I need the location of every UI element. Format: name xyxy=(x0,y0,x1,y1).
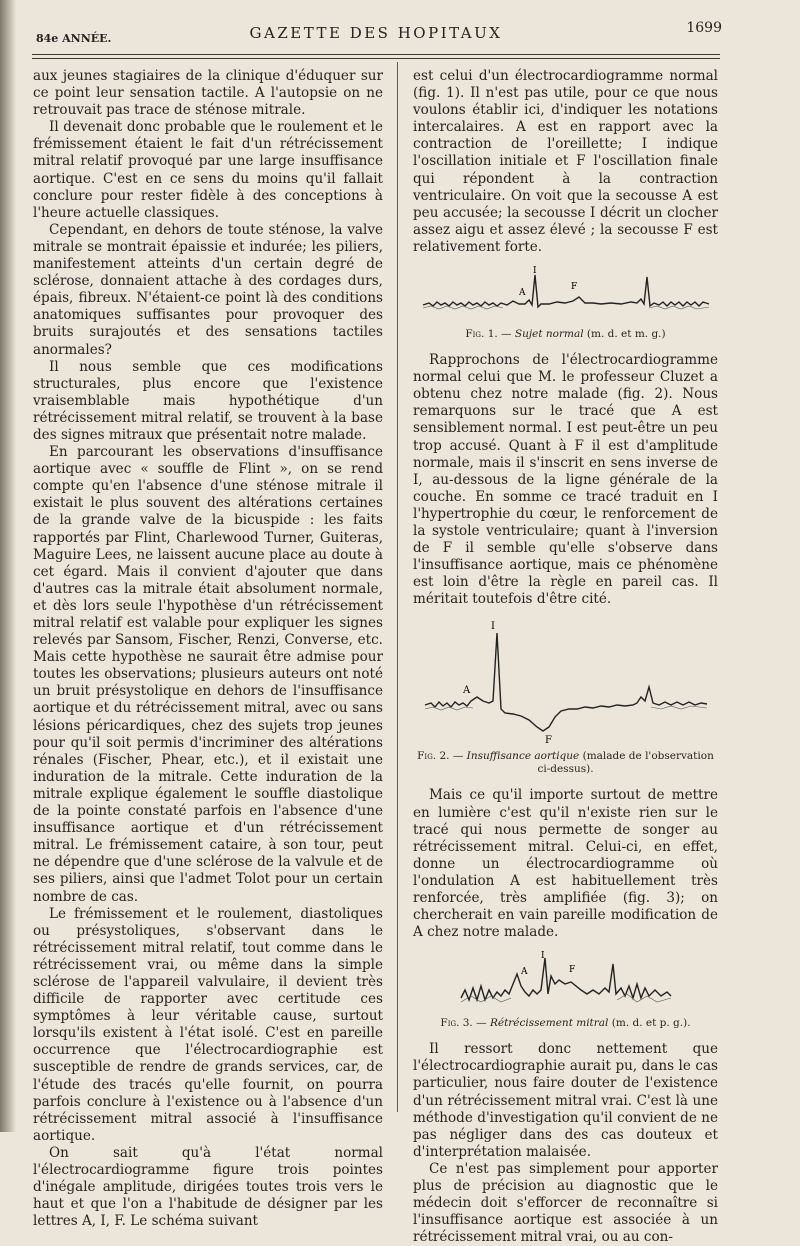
peak-label-f: F xyxy=(568,965,575,976)
paragraph: Cependant, en dehors de toute sténose, la valve mitrale se montrait épaissie et indurée; les piliers, manifestement atteints d'un certain degré de sclérose, donnaient attache à des cordages durs, épais, fibreux. N'étaient-ce point là des conditions anatomiques suffisantes pour provoquer des bruits surajoutés et des sensations tactiles anormales? xyxy=(33,221,383,358)
peak-label-a: A xyxy=(518,288,525,299)
ecg-trace-normal xyxy=(421,265,711,323)
ecg-line xyxy=(461,958,671,1000)
figure-1 xyxy=(413,265,718,341)
header-rule xyxy=(32,58,720,59)
ecg-noise-band xyxy=(423,306,709,309)
right-column xyxy=(413,68,718,1246)
peak-label-i: I xyxy=(540,951,545,962)
paragraph: est celui d'un électrocardiogramme normal (fig. 1). Il n'est pas utile, pour ce que nous voulons établir ici, d'indiquer les notations intercalaires. A est en rapport avec la contraction de l'oreillette; I indique l'oscillation initiale et F l'oscillation finale qui répondent à la contraction ventriculaire. On voit que la secousse A est peu accusée; la secousse I décrit un clocher assez aigu et assez élevé ; la secousse F est relativement forte. xyxy=(413,68,718,255)
paragraph: Il ressort donc nettement que l'électrocardiographie aurait pu, dans le cas particulier, nous faire douter de l'existence d'un rétrécissement mitral vrai. C'est là une méthode d'investigation qu'il convient de ne pas négliger dans des cas douteux et d'interprétation malaisée. xyxy=(413,1041,718,1160)
ecg-trace-mitral-stenosis xyxy=(421,950,711,1012)
figure-2 xyxy=(413,617,718,776)
year-label: 84e ANNÉE. xyxy=(36,32,112,45)
paragraph: aux jeunes stagiaires de la clinique d'éduquer sur ce point leur sensation tactile. A l'autopsie on ne retrouvait pas trace de sténose mitrale. xyxy=(33,68,383,119)
paragraph: Le frémissement et le roulement, diastoliques ou présystoliques, s'observant dans le rétrécissement mitral relatif, tout comme dans le rétrécissement vrai, ou même dans la simple sclérose de l'appareil valvulaire, il devient très difficile de rapporter avec certitude ces symptômes à leur véritable cause, surtout lorsqu'ils existent à l'état isolé. C'est en pareille occurrence que l'électrocardiographie est susceptible de rendre de grands services, car, de l'étude des tracés qu'elle fournit, on pourra parfois conclure à l'existence ou à l'absence d'un rétrécissement mitral associé à l'insuffisance aortique. xyxy=(33,905,383,1144)
page-spine-shadow xyxy=(0,0,16,1132)
paragraph: En parcourant les observations d'insuffisance aortique avec « souffle de Flint », on se rend compte qu'en l'absence d'une sténose mitrale il existait le plus souvent des altérations certaines de la grande valve de la bicuspide : les faits rapportés par Flint, Charlewood Turner, Guiteras, Maguire Lees, ne laissent aucune place au doute à cet égard. Mais il convient d'ajouter que dans d'autres cas la mitrale était absolument normale, et dès lors seule l'hypothèse d'un rétrécissement mitral relatif est valable pour expliquer les signes relevés par Sansom, Fischer, Renzi, Converse, etc. Mais cette hypothèse ne saurait être admise pour toutes les observations; plusieurs auteurs ont noté un bruit présystolique en dehors de l'insuffisance aortique et du rétrécissement mitral, avec ou sans lésions péricardiques, chez des sujets trop jeunes pour qu'il soit permis d'incriminer des altérations rénales (Fischer, Phear, etc.), et il existait une induration de la mitrale. Cette induration de la mitrale explique également le souffle diastolique de la pointe constaté parfois en l'absence d'une insuffisance aortique et d'un rétrécissement mitral. Le frémissement cataire, à son tour, peut ne dépendre que d'une sclérose de la valvule et de ses piliers, ainsi que l'admet Tolot pour un certain nombre de cas. xyxy=(33,444,383,905)
peak-label-a: A xyxy=(462,685,470,697)
paragraph: On sait qu'à l'état normal l'électrocardiogramme figure trois pointes d'inégale amplitude, dirigées toutes trois vers le haut et que l'on a l'habitude de désigner par les lettres A, I, F. Le schéma suivant xyxy=(33,1144,383,1230)
header-rule xyxy=(32,54,720,55)
left-column xyxy=(33,68,383,1230)
peak-label-i: I xyxy=(490,621,495,633)
peak-label-f: F xyxy=(570,282,577,293)
page-number: 1699 xyxy=(686,20,722,36)
paragraph: Rapprochons de l'électrocardiogramme normal celui que M. le professeur Cluzet a obtenu chez notre malade (fig. 2). Nous remarquons sur le tracé que A est sensiblement normal. I est peut-être un peu trop accusé. Quant à F il est d'amplitude normale, mais il s'inscrit en sens inverse de I, au-dessous de la ligne générale de la couche. En somme ce tracé traduit en I l'hypertrophie du cœur, le renforcement de la systole ventriculaire; quant à l'inversion de F il semble qu'elle s'observe dans l'insuffisance aortique, mais ce phénomène est loin d'être la règle en pareil cas. Il méritait toutefois d'être cité. xyxy=(413,352,718,608)
peak-label-f: F xyxy=(544,735,552,746)
figure-3-caption: Fig. 3. — Rétrécissement mitral (m. d. et p. g.). xyxy=(440,1017,691,1030)
ecg-line xyxy=(425,633,707,731)
column-separator xyxy=(397,62,398,1112)
page-header xyxy=(30,20,722,48)
paragraph: Mais ce qu'il importe surtout de mettre en lumière c'est qu'il n'existe rien sur le tracé qui nous permette de songer au rétrécissement mitral. Celui-ci, en effet, donne un électrocardiogramme où l'ondulation A est habituellement très renforcée, très amplifiée (fig. 3); on chercherait en vain pareille modification de A chez notre malade. xyxy=(413,787,718,941)
figure-2-caption: Fig. 2. — Insuffisance aortique (malade de l'observation ci-dessus). xyxy=(417,750,714,776)
ecg-trace-aortic-insufficiency xyxy=(421,617,711,745)
figure-1-caption: Fig. 1. — Sujet normal (m. d. et m. g.) xyxy=(465,328,666,341)
paragraph: Ce n'est pas simplement pour apporter plus de précision au diagnostic que le médecin doit s'efforcer de reconnaître si l'insuffisance aortique est associée à un rétrécissement mitral vrai, ou au con- xyxy=(413,1160,718,1246)
journal-title: GAZETTE DES HOPITAUX xyxy=(249,24,503,42)
peak-label-i: I xyxy=(532,266,537,277)
paragraph: Il devenait donc probable que le roulement et le frémissement étaient le fait d'un rétrécissement mitral relatif provoqué par une large insuffisance aortique. C'est en ce sens du moins qu'il fallait conclure pour rester fidèle à des conceptions à l'heure actuelle classiques. xyxy=(33,119,383,221)
figure-3 xyxy=(413,950,718,1030)
peak-label-a: A xyxy=(520,967,527,978)
ecg-line xyxy=(423,275,709,307)
paragraph: Il nous semble que ces modifications structurales, plus encore que l'existence vraisemblable mais hypothétique d'un rétrécissement mitral relatif, se trouvent à la base des signes mitraux que présentait notre malade. xyxy=(33,358,383,443)
